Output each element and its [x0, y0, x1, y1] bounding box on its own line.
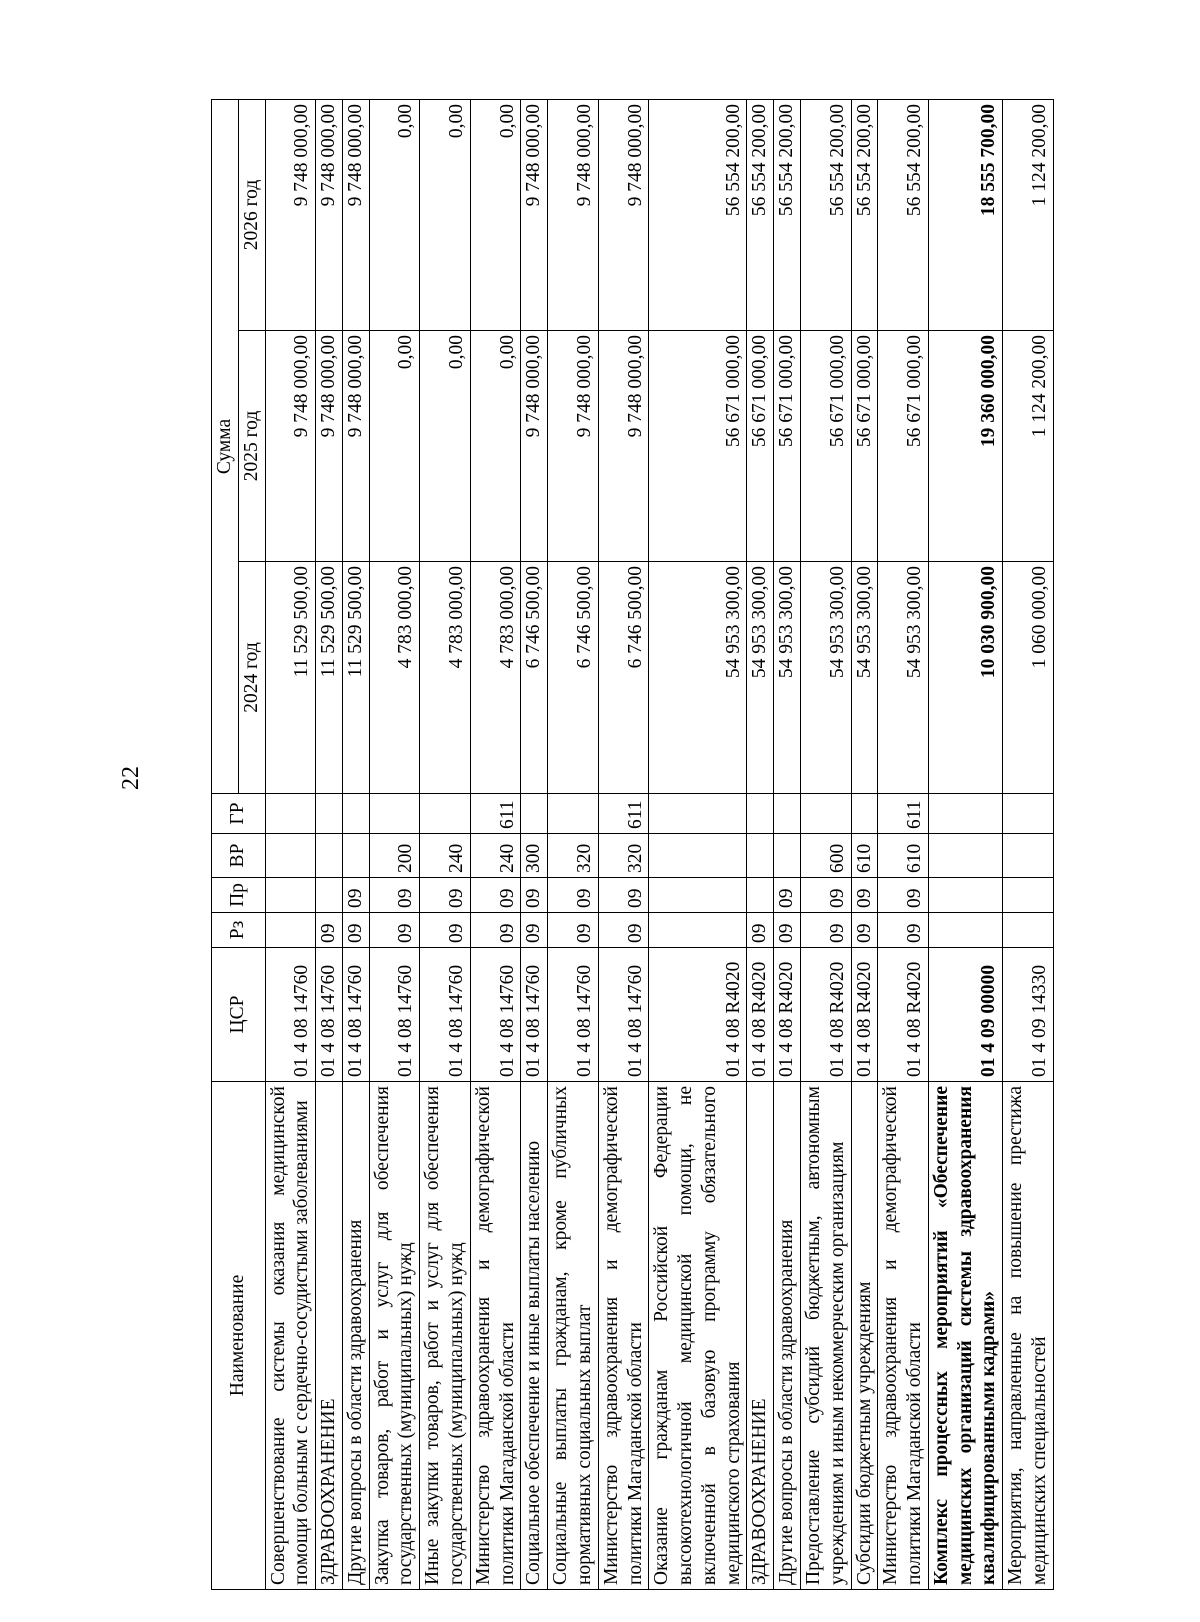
page-number: 22: [118, 766, 144, 790]
cell-vr: 320: [598, 834, 649, 878]
cell-name: Совершенствование системы оказания медицинской помощи больным с сердечно-сосудистыми заболеваниями: [265, 1082, 316, 1590]
cell-rz: 09: [420, 913, 471, 948]
cell-gr: [316, 794, 343, 834]
cell-vr: [265, 834, 316, 878]
cell-pr: 09: [878, 878, 929, 913]
cell-2025: 19 360 000,00: [928, 331, 1002, 562]
cell-2025: 56 671 000,00: [774, 331, 801, 562]
cell-2024: 11 529 500,00: [265, 562, 316, 794]
cell-gr: [800, 794, 851, 834]
cell-gr: [548, 794, 599, 834]
cell-csr: 01 4 08 R4020: [800, 948, 851, 1082]
cell-gr: [649, 794, 747, 834]
cell-rz: [1003, 913, 1054, 948]
cell-vr: [928, 834, 1002, 878]
cell-vr: [649, 834, 747, 878]
cell-2026: 56 554 200,00: [774, 100, 801, 331]
table-row: [800, 100, 851, 1590]
table-row: [548, 100, 599, 1590]
header-rz: Рз: [212, 913, 266, 948]
cell-2025: 9 748 000,00: [265, 331, 316, 562]
cell-csr: 01 4 09 14330: [1003, 948, 1054, 1082]
cell-vr: [774, 834, 801, 878]
cell-csr: 01 4 08 R4020: [878, 948, 929, 1082]
cell-name: Социальное обеспечение и иные выплаты населению: [521, 1082, 548, 1590]
cell-name: Оказание гражданам Российской Федерации высокотехнологичной медицинской помощи, не включенной в базовую программу обязательного медицинского страхования: [649, 1082, 747, 1590]
cell-2025: 0,00: [420, 331, 471, 562]
cell-2025: 9 748 000,00: [316, 331, 343, 562]
cell-vr: 600: [800, 834, 851, 878]
cell-2026: 9 748 000,00: [342, 100, 369, 331]
cell-csr: 01 4 08 14760: [316, 948, 343, 1082]
cell-2024: 54 953 300,00: [649, 562, 747, 794]
cell-2024: 4 783 000,00: [470, 562, 521, 794]
header-2026: 2026 год: [238, 100, 265, 331]
cell-rz: [649, 913, 747, 948]
cell-gr: [342, 794, 369, 834]
cell-rz: [928, 913, 1002, 948]
cell-name: Иные закупки товаров, работ и услуг для обеспечения государственных (муниципальных) нужд: [420, 1082, 471, 1590]
table-row: [928, 100, 1002, 1590]
cell-gr: 611: [470, 794, 521, 834]
cell-rz: 09: [548, 913, 599, 948]
header-vr: ВР: [212, 834, 266, 878]
cell-2025: 0,00: [369, 331, 420, 562]
cell-vr: 320: [548, 834, 599, 878]
cell-2026: 56 554 200,00: [851, 100, 878, 331]
cell-2024: 6 746 500,00: [598, 562, 649, 794]
cell-gr: [1003, 794, 1054, 834]
cell-2026: 9 748 000,00: [521, 100, 548, 331]
cell-gr: [420, 794, 471, 834]
cell-csr: 01 4 08 R4020: [747, 948, 774, 1082]
cell-rz: 09: [369, 913, 420, 948]
cell-2026: 9 748 000,00: [598, 100, 649, 331]
budget-table-container: [211, 100, 1054, 1590]
cell-csr: 01 4 08 14760: [265, 948, 316, 1082]
table-row: [747, 100, 774, 1590]
cell-vr: [342, 834, 369, 878]
table-row: [649, 100, 747, 1590]
cell-2025: 56 671 000,00: [878, 331, 929, 562]
cell-2025: 9 748 000,00: [342, 331, 369, 562]
table-row: [598, 100, 649, 1590]
cell-2025: 1 124 200,00: [1003, 331, 1054, 562]
cell-pr: 09: [369, 878, 420, 913]
cell-name: ЗДРАВООХРАНЕНИЕ: [747, 1082, 774, 1590]
cell-pr: 09: [598, 878, 649, 913]
cell-vr: 300: [521, 834, 548, 878]
cell-rz: 09: [878, 913, 929, 948]
table-row: [342, 100, 369, 1590]
cell-csr: 01 4 08 R4020: [649, 948, 747, 1082]
cell-vr: [1003, 834, 1054, 878]
cell-csr: 01 4 08 14760: [598, 948, 649, 1082]
cell-pr: [1003, 878, 1054, 913]
cell-pr: 09: [774, 878, 801, 913]
cell-2026: 0,00: [420, 100, 471, 331]
cell-2025: 9 748 000,00: [548, 331, 599, 562]
cell-2026: 56 554 200,00: [800, 100, 851, 331]
cell-pr: 09: [800, 878, 851, 913]
cell-name: ЗДРАВООХРАНЕНИЕ: [316, 1082, 343, 1590]
cell-csr: 01 4 08 R4020: [774, 948, 801, 1082]
cell-2024: 11 529 500,00: [342, 562, 369, 794]
cell-csr: 01 4 08 R4020: [851, 948, 878, 1082]
cell-rz: 09: [470, 913, 521, 948]
cell-gr: [774, 794, 801, 834]
cell-2024: 54 953 300,00: [800, 562, 851, 794]
cell-2026: 56 554 200,00: [649, 100, 747, 331]
cell-2024: 10 030 900,00: [928, 562, 1002, 794]
cell-pr: 09: [420, 878, 471, 913]
cell-rz: 09: [800, 913, 851, 948]
cell-2026: 9 748 000,00: [265, 100, 316, 331]
cell-2024: 6 746 500,00: [548, 562, 599, 794]
cell-pr: [649, 878, 747, 913]
cell-rz: 09: [521, 913, 548, 948]
cell-rz: [265, 913, 316, 948]
header-name: Наименование: [212, 1082, 266, 1590]
cell-2025: 56 671 000,00: [851, 331, 878, 562]
cell-2025: 9 748 000,00: [521, 331, 548, 562]
cell-2024: 54 953 300,00: [851, 562, 878, 794]
cell-pr: 09: [470, 878, 521, 913]
cell-gr: [747, 794, 774, 834]
header-2024: 2024 год: [238, 562, 265, 794]
cell-name: Министерство здравоохранения и демографической политики Магаданской области: [878, 1082, 929, 1590]
cell-gr: 611: [878, 794, 929, 834]
cell-2026: 1 124 200,00: [1003, 100, 1054, 331]
cell-2025: 56 671 000,00: [747, 331, 774, 562]
cell-pr: 09: [342, 878, 369, 913]
cell-name: Субсидии бюджетным учреждениям: [851, 1082, 878, 1590]
cell-gr: [851, 794, 878, 834]
cell-rz: 09: [342, 913, 369, 948]
table-row: [316, 100, 343, 1590]
cell-rz: 09: [316, 913, 343, 948]
cell-2026: 9 748 000,00: [316, 100, 343, 331]
cell-2026: 0,00: [470, 100, 521, 331]
table-row: [420, 100, 471, 1590]
table-row: [265, 100, 316, 1590]
cell-pr: 09: [521, 878, 548, 913]
cell-pr: [265, 878, 316, 913]
cell-rz: 09: [774, 913, 801, 948]
cell-2025: 0,00: [470, 331, 521, 562]
cell-vr: 610: [878, 834, 929, 878]
cell-2026: 0,00: [369, 100, 420, 331]
cell-pr: 09: [851, 878, 878, 913]
table-row: [851, 100, 878, 1590]
cell-2026: 18 555 700,00: [928, 100, 1002, 331]
cell-2024: 54 953 300,00: [878, 562, 929, 794]
header-csr: ЦСР: [212, 948, 266, 1082]
cell-gr: 611: [598, 794, 649, 834]
cell-pr: [928, 878, 1002, 913]
cell-2026: 56 554 200,00: [878, 100, 929, 331]
cell-2024: 4 783 000,00: [420, 562, 471, 794]
cell-csr: 01 4 08 14760: [548, 948, 599, 1082]
table-row: [878, 100, 929, 1590]
cell-2024: 4 783 000,00: [369, 562, 420, 794]
cell-name: Другие вопросы в области здравоохранения: [342, 1082, 369, 1590]
header-pr: Пр: [212, 878, 266, 913]
cell-2024: 11 529 500,00: [316, 562, 343, 794]
cell-2024: 1 060 000,00: [1003, 562, 1054, 794]
cell-csr: 01 4 08 14760: [369, 948, 420, 1082]
header-gr: ГР: [212, 794, 266, 834]
cell-name: Другие вопросы в области здравоохранения: [774, 1082, 801, 1590]
table-row: [521, 100, 548, 1590]
cell-vr: [747, 834, 774, 878]
cell-gr: [369, 794, 420, 834]
cell-2026: 9 748 000,00: [548, 100, 599, 331]
table-body: [265, 100, 1053, 1590]
table-row: [774, 100, 801, 1590]
cell-2025: 56 671 000,00: [649, 331, 747, 562]
cell-name: Закупка товаров, работ и услуг для обеспечения государственных (муниципальных) нужд: [369, 1082, 420, 1590]
cell-pr: [316, 878, 343, 913]
cell-gr: [521, 794, 548, 834]
header-2025: 2025 год: [238, 331, 265, 562]
header-sum: Сумма: [212, 100, 239, 794]
cell-vr: 240: [470, 834, 521, 878]
table-row: [369, 100, 420, 1590]
cell-csr: 01 4 08 14760: [470, 948, 521, 1082]
cell-csr: 01 4 08 14760: [342, 948, 369, 1082]
cell-name: Министерство здравоохранения и демографической политики Магаданской области: [598, 1082, 649, 1590]
cell-pr: [747, 878, 774, 913]
cell-name: Министерство здравоохранения и демографической политики Магаданской области: [470, 1082, 521, 1590]
cell-2024: 54 953 300,00: [747, 562, 774, 794]
cell-2024: 6 746 500,00: [521, 562, 548, 794]
cell-pr: 09: [548, 878, 599, 913]
cell-gr: [928, 794, 1002, 834]
cell-csr: 01 4 08 14760: [521, 948, 548, 1082]
cell-name: Комплекс процессных мероприятий «Обеспечение медицинских организаций системы здравоохранения квалифицированными кадрами»: [928, 1082, 1002, 1590]
cell-2024: 54 953 300,00: [774, 562, 801, 794]
cell-vr: 200: [369, 834, 420, 878]
cell-vr: [316, 834, 343, 878]
table-row: [470, 100, 521, 1590]
cell-vr: 240: [420, 834, 471, 878]
cell-csr: 01 4 08 14760: [420, 948, 471, 1082]
cell-name: Мероприятия, направленные на повышение престижа медицинских специальностей: [1003, 1082, 1054, 1590]
cell-rz: 09: [747, 913, 774, 948]
cell-2025: 9 748 000,00: [598, 331, 649, 562]
cell-name: Предоставление субсидий бюджетным, автономным учреждениям и иным некоммерческим организациям: [800, 1082, 851, 1590]
cell-name: Социальные выплаты гражданам, кроме публичных нормативных социальных выплат: [548, 1082, 599, 1590]
cell-rz: 09: [851, 913, 878, 948]
budget-table: [211, 99, 1054, 1590]
cell-2026: 56 554 200,00: [747, 100, 774, 331]
cell-gr: [265, 794, 316, 834]
cell-rz: 09: [598, 913, 649, 948]
table-row: [1003, 100, 1054, 1590]
header-row: [212, 100, 239, 1590]
cell-2025: 56 671 000,00: [800, 331, 851, 562]
cell-vr: 610: [851, 834, 878, 878]
cell-csr: 01 4 09 00000: [928, 948, 1002, 1082]
